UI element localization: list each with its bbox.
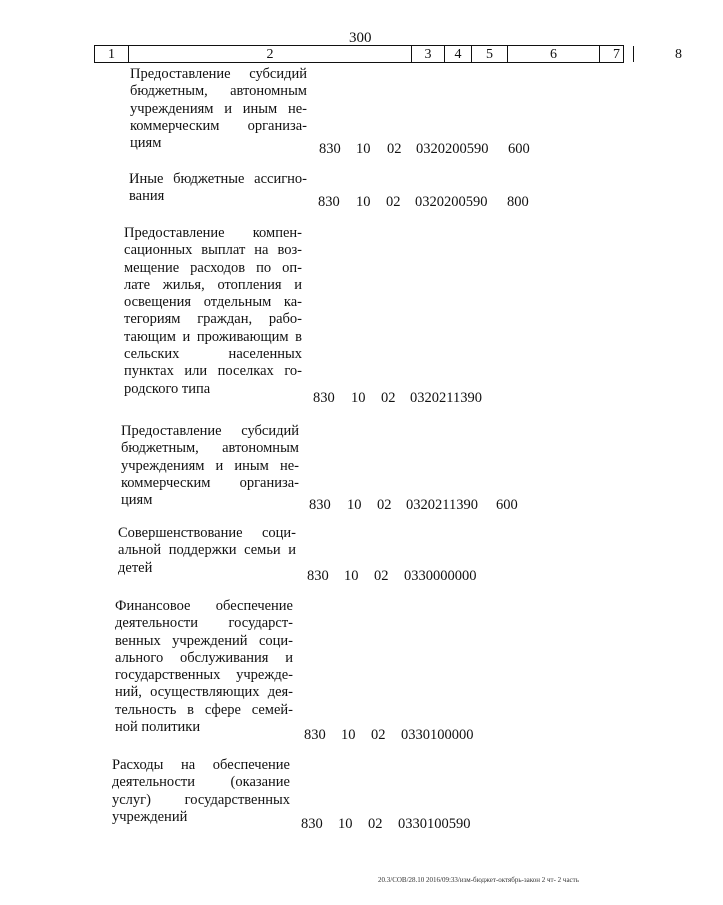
description-line: венных учреждений соци- [115, 632, 293, 649]
target-article-code: 0330000000 [404, 568, 477, 584]
ministry-code: 830 [319, 141, 341, 157]
section-code: 10 [351, 390, 366, 406]
description-line: деятельности государст- [115, 615, 293, 632]
description-line: ной политики [115, 719, 201, 736]
description-line: Расходы на обеспечение [112, 757, 290, 773]
subsection-code: 02 [377, 497, 392, 513]
description-line: родского типа [124, 380, 211, 397]
section-code: 10 [341, 727, 356, 743]
description-line: лате жилья, отопления и [124, 276, 302, 293]
description-line: деятельности (оказание [112, 774, 290, 791]
table-header [94, 45, 682, 63]
description-line: коммерческим организа- [121, 474, 299, 491]
header-col-8: 8 [633, 46, 723, 62]
target-article-code: 0320211390 [410, 390, 482, 406]
row-description [124, 225, 302, 398]
description-line: детей [118, 559, 153, 576]
header-col-1: 1 [108, 47, 115, 62]
ministry-code: 830 [304, 727, 326, 743]
header-col-5: 5 [471, 46, 507, 62]
description-line: Предоставление субсидий [130, 66, 307, 82]
target-article-code: 0320211390 [406, 497, 478, 513]
description-line: сельских населенных [124, 346, 302, 363]
expense-type-code: 600 [496, 497, 518, 513]
subsection-code: 02 [371, 727, 386, 743]
description-line: услуг) государственных [112, 791, 290, 808]
subsection-code: 02 [386, 194, 401, 210]
row-description [129, 171, 307, 206]
description-line: сационных выплат на воз- [124, 242, 302, 259]
description-line: альной поддержки семьи и [118, 542, 296, 559]
description-line: Совершенствование соци- [118, 525, 296, 541]
description-line: бюджетным, автономным [130, 83, 307, 100]
subsection-code: 02 [381, 390, 396, 406]
description-line: тающим и проживающим в [124, 328, 302, 345]
row-description [130, 66, 307, 152]
section-code: 10 [344, 568, 359, 584]
section-code: 10 [356, 141, 371, 157]
section-code: 10 [338, 816, 353, 832]
ministry-code: 830 [313, 390, 335, 406]
header-col-6: 6 [507, 46, 599, 62]
header-col-2: 2 [128, 46, 411, 62]
row-description [121, 423, 299, 509]
target-article-code: 0330100000 [401, 727, 474, 743]
description-line: ального обслуживания и [115, 649, 293, 666]
subsection-code: 02 [374, 568, 389, 584]
row-description [118, 525, 296, 577]
ministry-code: 830 [318, 194, 340, 210]
description-line: учреждений [112, 808, 188, 825]
expense-type-code: 600 [508, 141, 530, 157]
header-col-4: 4 [444, 46, 471, 62]
description-line: Предоставление субсидий [121, 423, 299, 439]
description-line: учреждениям и иным не- [121, 457, 299, 474]
subsection-code: 02 [368, 816, 383, 832]
description-line: циям [130, 135, 162, 152]
description-line: бюджетным, автономным [121, 440, 299, 457]
description-line: циям [121, 492, 153, 509]
row-description [115, 598, 293, 736]
document-footer: 20.3/СОВ/28.10 2016/09:33/изм-бюджет-октябрь-закон 2 чт- 2 часть [378, 876, 579, 884]
header-col-7: 7 [599, 46, 633, 62]
description-line: тельность в сфере семей- [115, 701, 293, 718]
page-number: 300 [349, 30, 372, 46]
description-line: государственных учрежде- [115, 667, 293, 684]
row-description [112, 757, 290, 826]
description-line: пунктах или поселках го- [124, 363, 302, 380]
description-line: тегориям граждан, рабо- [124, 311, 302, 328]
section-code: 10 [347, 497, 362, 513]
description-line: освещения отдельным ка- [124, 294, 302, 311]
ministry-code: 830 [307, 568, 329, 584]
description-line: коммерческим организа- [130, 117, 307, 134]
header-col-3: 3 [411, 46, 444, 62]
subsection-code: 02 [387, 141, 402, 157]
target-article-code: 0330100590 [398, 816, 471, 832]
expense-type-code: 800 [507, 194, 529, 210]
target-article-code: 0320200590 [415, 194, 488, 210]
description-line: Финансовое обеспечение [115, 598, 293, 614]
description-line: ний, осуществляющих дея- [115, 684, 293, 701]
description-line: Предоставление компен- [124, 225, 302, 241]
target-article-code: 0320200590 [416, 141, 489, 157]
description-line: вания [129, 188, 165, 205]
ministry-code: 830 [309, 497, 331, 513]
description-line: учреждениям и иным не- [130, 100, 307, 117]
description-line: мещение расходов по оп- [124, 259, 302, 276]
description-line: Иные бюджетные ассигно- [129, 171, 307, 187]
ministry-code: 830 [301, 816, 323, 832]
section-code: 10 [356, 194, 371, 210]
